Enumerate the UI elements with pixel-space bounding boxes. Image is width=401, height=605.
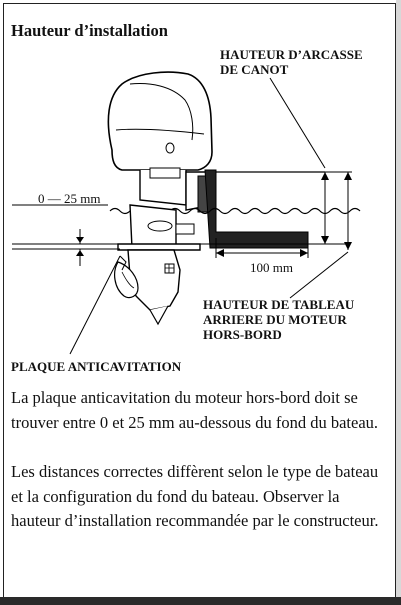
- boat-transom-height-line2: DE CANOT: [220, 62, 289, 77]
- anticavitation-plate: [118, 244, 200, 250]
- engine-transom-height-line3: HORS-BORD: [203, 327, 282, 342]
- page-bottom-border: [0, 597, 401, 605]
- distance-label: 100 mm: [250, 260, 293, 275]
- body-paragraph-1: La plaque anticavitation du moteur hors-bord doit se trouver entre 0 et 25 mm au-dessous du fond du bateau.: [11, 388, 379, 432]
- engine-transom-height-line2: ARRIERE DU MOTEUR: [203, 312, 347, 327]
- body-paragraph-2: Les distances correctes diffèrent selon le type de bateau et la configuration du fond du bateau. Observer la hauteur d’installation recommandée par le constructeur.: [11, 462, 379, 530]
- engine-cowling: [108, 72, 212, 170]
- boat-transom-height-label: [220, 47, 363, 77]
- boat-transom-height-line1: HAUTEUR D’ARCASSE: [220, 47, 363, 62]
- page-title: Hauteur d’installation: [11, 21, 168, 40]
- range-label: 0 — 25 mm: [38, 191, 101, 206]
- anticavitation-plate-label: PLAQUE ANTICAVITATION: [11, 359, 182, 374]
- engine-transom-height-line1: HAUTEUR DE TABLEAU: [203, 297, 355, 312]
- engine-transom-height-label: [203, 297, 354, 342]
